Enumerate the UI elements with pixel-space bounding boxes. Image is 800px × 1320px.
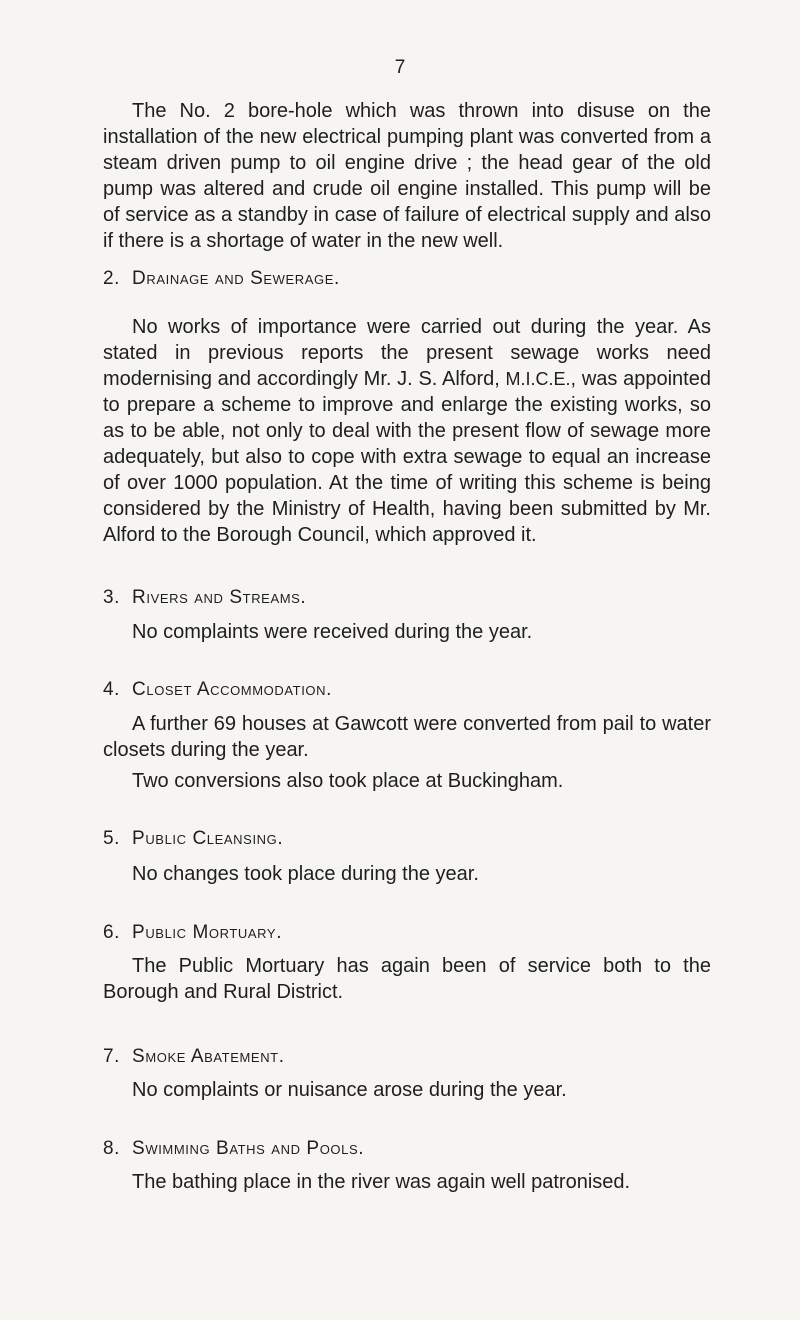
section-heading-cleansing [103, 826, 283, 852]
section-title: Swimming Baths and Pools. [132, 1138, 365, 1159]
section-heading-swimming [103, 1136, 364, 1162]
section-heading-rivers [103, 585, 306, 611]
page-number: 7 [394, 57, 406, 78]
closet-paragraph-2: Two conversions also took place at Buckingham. [132, 770, 564, 792]
section-heading-mortuary [103, 920, 282, 946]
rivers-paragraph: No complaints were received during the year. [132, 621, 533, 643]
swimming-paragraph: The bathing place in the river was again well patronised. [132, 1171, 631, 1193]
section-number: 8. [103, 1138, 121, 1159]
section-number: 6. [103, 922, 121, 943]
drainage-text-end: , was appointed to prepare a scheme to improve and enlarge the existing works, so as to be able, not only to deal with the present flow of sewage more adequately, but also to cope with extra sewage to equal an increase of over 1000 population. At the time of writing this scheme is being considered by the Ministry of Health, having been submitted by Mr. Alford to the Borough Council, which approved it. [103, 368, 711, 546]
section-title: Smoke Abatement. [132, 1046, 285, 1067]
qualification-abbrev: M.I.C.E. [505, 369, 571, 389]
section-number: 7. [103, 1046, 121, 1067]
section-title: Public Cleansing. [132, 828, 284, 849]
section-heading-drainage [103, 266, 340, 292]
section-title: Closet Accommodation. [132, 679, 332, 700]
section-heading-closet [103, 677, 332, 703]
intro-paragraph: The No. 2 bore-hole which was thrown into disuse on the installation of the new electrical pumping plant was converted from a steam driven pump to oil engine drive ; the head gear of the old pump was altered and crude oil engine installed. This pump will be of service as a standby in case of failure of electrical supply and also if there is a shortage of water in the new well. [103, 100, 711, 252]
section-title: Rivers and Streams. [132, 587, 307, 608]
drainage-paragraph [103, 314, 711, 548]
section-number: 2. [103, 268, 121, 289]
cleansing-paragraph: No changes took place during the year. [132, 863, 479, 885]
section-title: Public Mortuary. [132, 922, 283, 943]
section-heading-smoke [103, 1044, 285, 1070]
section-number: 5. [103, 828, 121, 849]
mortuary-paragraph: The Public Mortuary has again been of service both to the Borough and Rural District. [103, 955, 711, 1003]
section-number: 3. [103, 587, 121, 608]
section-title: Drainage and Sewerage. [132, 268, 340, 289]
closet-paragraph-1: A further 69 houses at Gawcott were converted from pail to water closets during the year. [103, 713, 711, 761]
drainage-text-start: No works of importance were carried out during the year. As stated in previous reports the present sewage works need modernising and accordingly Mr. J. S. Alford, [103, 316, 711, 390]
section-number: 4. [103, 679, 121, 700]
smoke-paragraph: No complaints or nuisance arose during the year. [132, 1079, 567, 1101]
